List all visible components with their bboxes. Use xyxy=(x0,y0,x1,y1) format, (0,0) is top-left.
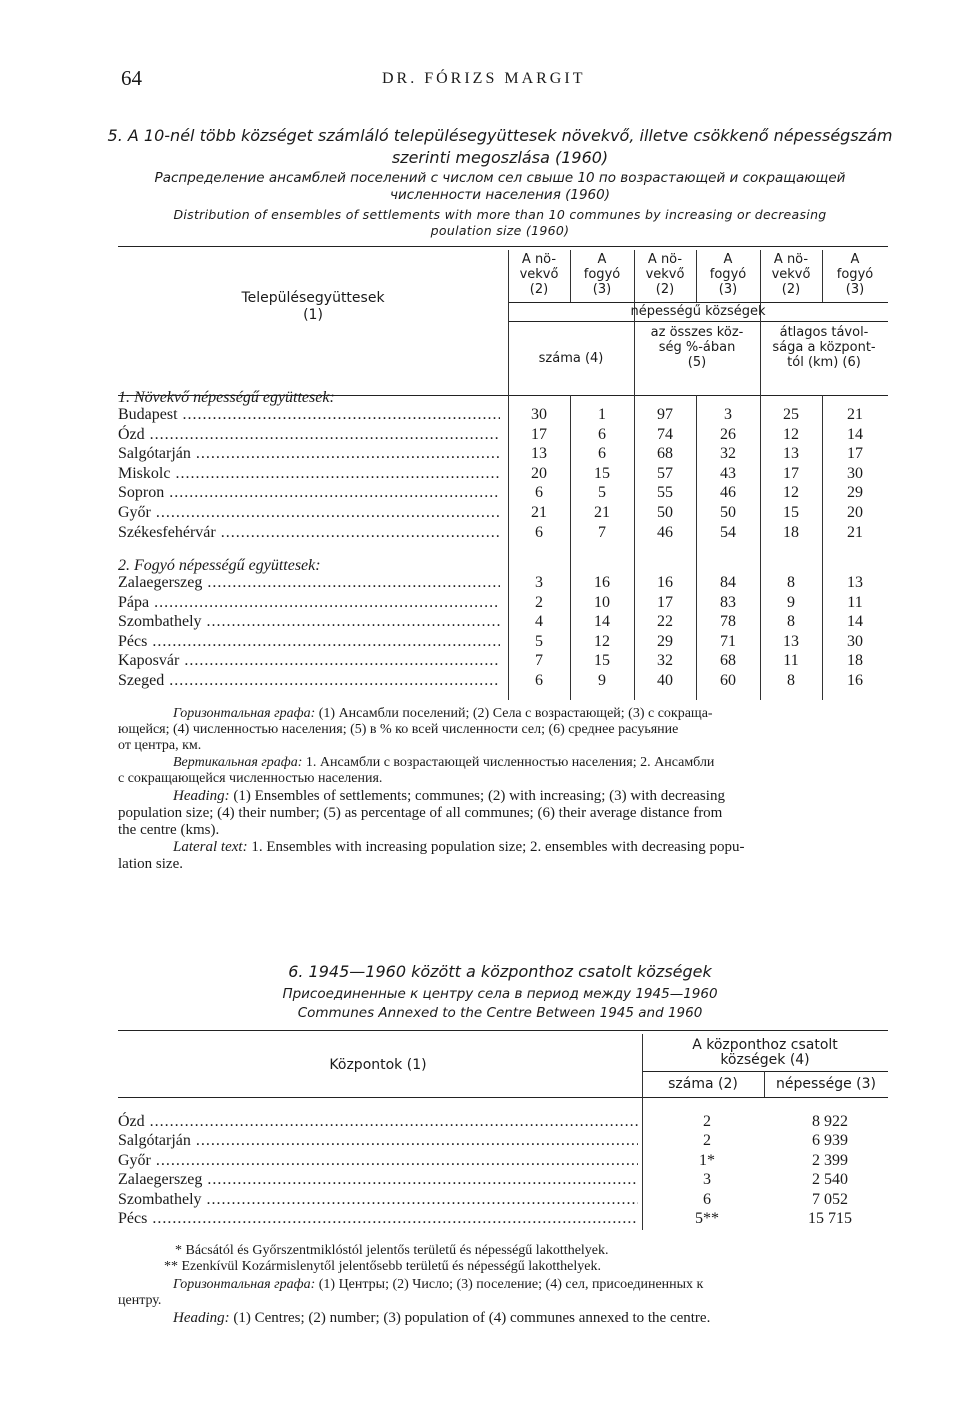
cell-value: 32 xyxy=(657,652,673,670)
cell-value: 13 xyxy=(531,445,547,463)
cell-value: 55 xyxy=(657,484,673,502)
cell-value: 8 xyxy=(787,672,795,689)
table6-population: 2 399 xyxy=(812,1151,848,1169)
cell-value: 11 xyxy=(847,593,863,611)
cell-value: 1 xyxy=(598,406,606,423)
cell-value: 30 xyxy=(531,406,547,423)
table6-span-header: A központhoz csatolt községek (4) xyxy=(692,1037,838,1068)
cell-value: 15 xyxy=(594,464,610,482)
table6-count: 3 xyxy=(703,1171,711,1189)
note-label: Горизонтальная графа: xyxy=(173,1277,316,1292)
table5-stub-header xyxy=(118,290,508,324)
table6-span-rule xyxy=(642,1071,888,1072)
row-label: Ózd ..... xyxy=(118,425,500,445)
table6-count: 6 xyxy=(703,1190,711,1208)
stub-header-num: (1) xyxy=(303,307,323,323)
cell-value: 30 xyxy=(847,464,863,482)
table5-note-ru-vertical xyxy=(118,755,888,771)
row-label: Zalaegerszeg ..... xyxy=(118,573,500,593)
table6-title-en: Communes Annexed to the Centre Between 1945 and 1960 xyxy=(297,1005,703,1021)
row-label: Székesfehérvár ..... xyxy=(118,523,500,543)
cell-value: 7 xyxy=(598,523,606,541)
table6-col-nepessege: népessége (3) xyxy=(776,1076,876,1092)
cell-value: 78 xyxy=(720,613,736,631)
cell-value: 29 xyxy=(657,632,673,650)
row-label: Pápa ..... xyxy=(118,593,500,613)
table5-subheader-rule xyxy=(508,302,888,303)
cell-value: 71 xyxy=(720,632,736,650)
cell-value: 68 xyxy=(657,445,673,463)
table5-span-rule xyxy=(508,321,888,322)
cell-value: 83 xyxy=(720,593,736,611)
note-text: (1) Ансамбли поселений; (2) Села с возрастающей; (3) с сокраща- xyxy=(315,706,713,721)
table6-row-label: Salgótarján ..... xyxy=(118,1131,638,1151)
cell-value: 22 xyxy=(657,613,673,631)
cell-value: 18 xyxy=(847,652,863,670)
table6-row-label: Ózd ..... xyxy=(118,1112,638,1132)
table5-note-ru-horizontal-3: от центра, км. xyxy=(118,738,202,753)
cell-value: 6 xyxy=(535,672,543,689)
row-label: Budapest ..... xyxy=(118,405,500,425)
row-label: Szeged ..... xyxy=(118,671,500,691)
page-number: 64 xyxy=(121,66,142,90)
cell-value: 50 xyxy=(657,504,673,521)
cell-value: 4 xyxy=(535,613,543,631)
cell-value: 26 xyxy=(720,425,736,443)
table5-note-en-lateral-2: lation size. xyxy=(118,856,183,872)
cell-value: 13 xyxy=(847,574,863,591)
table6-col-szama: száma (2) xyxy=(668,1076,738,1092)
cell-value: 14 xyxy=(847,613,863,631)
cell-value: 16 xyxy=(594,574,610,591)
table5-title-ru-2: численности населения (1960) xyxy=(389,187,611,203)
cell-value: 3 xyxy=(535,574,543,591)
table6-row-label: Szombathely ..... xyxy=(118,1190,638,1210)
row-label: Sopron ..... xyxy=(118,483,500,503)
cell-value: 68 xyxy=(720,652,736,670)
cell-value: 8 xyxy=(787,613,795,631)
row-label: Szombathely ..... xyxy=(118,612,500,632)
note-text: (1) Ensembles of settlements; communes; (2) with increasing; (3) with decreasing xyxy=(229,788,725,804)
table5-top-rule xyxy=(118,246,888,247)
cell-value: 7 xyxy=(535,652,543,670)
cell-value: 17 xyxy=(783,464,799,482)
col-fogyo-2: A fogyó (3) xyxy=(709,252,747,297)
table6-note-ru-2: центру. xyxy=(118,1293,162,1308)
table6-population: 8 922 xyxy=(812,1113,848,1130)
group1-label: 1. Növekvő népességű együttesek: xyxy=(118,389,335,406)
note-text: 1. Ансамбли с возрастающей численностью населения; 2. Ансамбли xyxy=(302,755,715,770)
table5-title-hu-2: szerinti megoszlása (1960) xyxy=(391,148,609,167)
group2-label: 2. Fogyó népességű együttesek: xyxy=(118,557,321,574)
col-novekvo-1: A nö- vekvő (2) xyxy=(519,252,559,297)
cell-value: 32 xyxy=(720,445,736,463)
table6-population: 6 939 xyxy=(812,1132,848,1150)
cell-value: 13 xyxy=(783,632,799,650)
table5-note-en-heading-3: the centre (kms). xyxy=(118,822,220,838)
table5-note-en-heading-2: population size; (4) their number; (5) as percentage of all communes; (6) their average distance from xyxy=(118,805,723,821)
cell-value: 5 xyxy=(535,632,543,650)
row-label: Pécs ..... xyxy=(118,632,500,652)
table5-vline-3b xyxy=(696,395,697,700)
table5-title-en-2: poulation size (1960) xyxy=(430,223,570,238)
cell-value: 8 xyxy=(787,574,795,591)
cell-value: 60 xyxy=(720,672,736,689)
cell-value: 12 xyxy=(594,632,610,650)
col-novekvo-3: A nö- vekvő (2) xyxy=(771,252,811,297)
note-label: Heading: xyxy=(173,788,230,804)
row-label: Kaposvár ..... xyxy=(118,651,500,671)
cell-value: 10 xyxy=(594,593,610,611)
cell-value: 6 xyxy=(598,425,606,443)
table6-count: 1* xyxy=(699,1151,715,1169)
cell-value: 17 xyxy=(847,445,863,463)
cell-value: 97 xyxy=(657,406,673,423)
cell-value: 14 xyxy=(594,613,610,631)
cell-value: 30 xyxy=(847,632,863,650)
cell-value: 25 xyxy=(783,406,799,423)
cell-value: 16 xyxy=(657,574,673,591)
table6-population: 15 715 xyxy=(808,1210,852,1227)
cell-value: 5 xyxy=(598,484,606,502)
cell-value: 6 xyxy=(535,484,543,502)
cell-value: 13 xyxy=(783,445,799,463)
cell-value: 17 xyxy=(657,593,673,611)
cell-value: 40 xyxy=(657,672,673,689)
cell-value: 12 xyxy=(783,484,799,502)
col-distance: átlagos távol- sága a központ- tól (km) (6) xyxy=(772,325,876,370)
note-text: (1) Centres; (2) number; (3) population of (4) communes annexed to the centre. xyxy=(229,1310,711,1326)
cell-value: 9 xyxy=(787,593,795,611)
cell-value: 57 xyxy=(657,464,673,482)
table5-vline-5b xyxy=(822,395,823,700)
cell-value: 20 xyxy=(531,464,547,482)
table5-title-en-1: Distribution of ensembles of settlements with more than 10 communes by increasing or decreasing xyxy=(173,207,827,222)
table6-note-en xyxy=(118,1310,888,1326)
cell-value: 6 xyxy=(535,523,543,541)
cell-value: 54 xyxy=(720,523,736,541)
cell-value: 21 xyxy=(594,504,610,521)
table6-top-rule xyxy=(118,1030,888,1031)
table6-footnote-1: * Bácsától és Győrszentmiklóstól jelentős területű és népességű lakotthelyek. xyxy=(175,1243,609,1258)
note-label: Heading: xyxy=(173,1310,230,1326)
table5-note-ru-vertical-2: с сокращающейся численностью населения. xyxy=(118,771,383,786)
cell-value: 11 xyxy=(783,652,799,670)
note-text: (1) Центры; (2) Число; (3) поселение; (4) сел, присоединенных к xyxy=(315,1277,704,1292)
table6-row-label: Pécs ..... xyxy=(118,1209,638,1229)
cell-value: 16 xyxy=(847,672,863,689)
cell-value: 6 xyxy=(598,445,606,463)
table6-title-ru: Присоединенные к центру села в период между 1945—1960 xyxy=(282,986,718,1002)
cell-value: 74 xyxy=(657,425,673,443)
cell-value: 21 xyxy=(847,523,863,541)
cell-value: 14 xyxy=(847,425,863,443)
cell-value: 46 xyxy=(657,523,673,541)
cell-value: 29 xyxy=(847,484,863,502)
col-szama: száma (4) xyxy=(538,351,604,366)
table5-note-ru-horizontal xyxy=(118,706,888,722)
note-label: Горизонтальная графа: xyxy=(173,706,316,721)
running-title: DR. FÓRIZS MARGIT xyxy=(382,70,586,87)
cell-value: 2 xyxy=(535,593,543,611)
table5-title-ru-1: Распределение ансамблей поселений с числом сел свыше 10 по возрастающей и сокращающей xyxy=(154,170,846,186)
cell-value: 21 xyxy=(531,504,547,521)
table6-title-hu: 6. 1945—1960 között a központhoz csatolt községek xyxy=(288,962,712,981)
table5-title-hu-1: 5. A 10-nél több községet számláló településegyüttesek növekvő, illetve csökkenő népességszám xyxy=(107,126,893,145)
col-fogyo-3: A fogyó (3) xyxy=(836,252,874,297)
table6-header-bottom-rule xyxy=(118,1097,888,1098)
table6-count: 2 xyxy=(703,1132,711,1150)
cell-value: 50 xyxy=(720,504,736,521)
cell-value: 18 xyxy=(783,523,799,541)
row-label: Salgótarján ..... xyxy=(118,444,500,464)
table6-population: 7 052 xyxy=(812,1190,848,1208)
table6-row-label: Győr ..... xyxy=(118,1151,638,1171)
cell-value: 15 xyxy=(594,652,610,670)
table5-note-en-lateral xyxy=(118,839,888,855)
cell-value: 3 xyxy=(724,406,732,423)
col-fogyo-1: A fogyó (3) xyxy=(583,252,621,297)
col-pct: az összes köz- ség %-ában (5) xyxy=(650,325,744,370)
stub-header-text: Településegyüttesek xyxy=(241,290,385,306)
table6-footnote-2: ** Ezenkívül Kozármislenytől jelentősebb területű és népességű lakotthelyek. xyxy=(164,1259,601,1274)
row-label: Győr ..... xyxy=(118,503,500,523)
table5-note-ru-horizontal-2: ющейся; (4) численностью населения; (5) в % ко всей численности сел; (6) среднее расуьяние xyxy=(118,722,679,737)
note-label: Lateral text: xyxy=(173,839,248,855)
cell-value: 15 xyxy=(783,504,799,521)
col-novekvo-2: A nö- vekvő (2) xyxy=(645,252,685,297)
span-header: népességű községek xyxy=(630,304,766,319)
cell-value: 17 xyxy=(531,425,547,443)
cell-value: 20 xyxy=(847,504,863,521)
cell-value: 12 xyxy=(783,425,799,443)
table6-note-ru xyxy=(118,1277,888,1293)
row-label: Miskolc ..... xyxy=(118,464,500,484)
cell-value: 21 xyxy=(847,406,863,423)
note-text: 1. Ensembles with increasing population size; 2. ensembles with decreasing popu- xyxy=(247,839,745,855)
note-label: Вертикальная графа: xyxy=(173,755,303,770)
table6-row-label: Zalaegerszeg ..... xyxy=(118,1170,638,1190)
cell-value: 43 xyxy=(720,464,736,482)
cell-value: 9 xyxy=(598,672,606,689)
table6-population: 2 540 xyxy=(812,1171,848,1189)
table6-stub-header: Központok (1) xyxy=(329,1057,427,1073)
table6-count: 5** xyxy=(695,1210,719,1227)
cell-value: 46 xyxy=(720,484,736,502)
table5-vline-1b xyxy=(570,395,571,700)
cell-value: 84 xyxy=(720,574,736,591)
table5-note-en-heading xyxy=(118,788,888,804)
table6-count: 2 xyxy=(703,1113,711,1130)
